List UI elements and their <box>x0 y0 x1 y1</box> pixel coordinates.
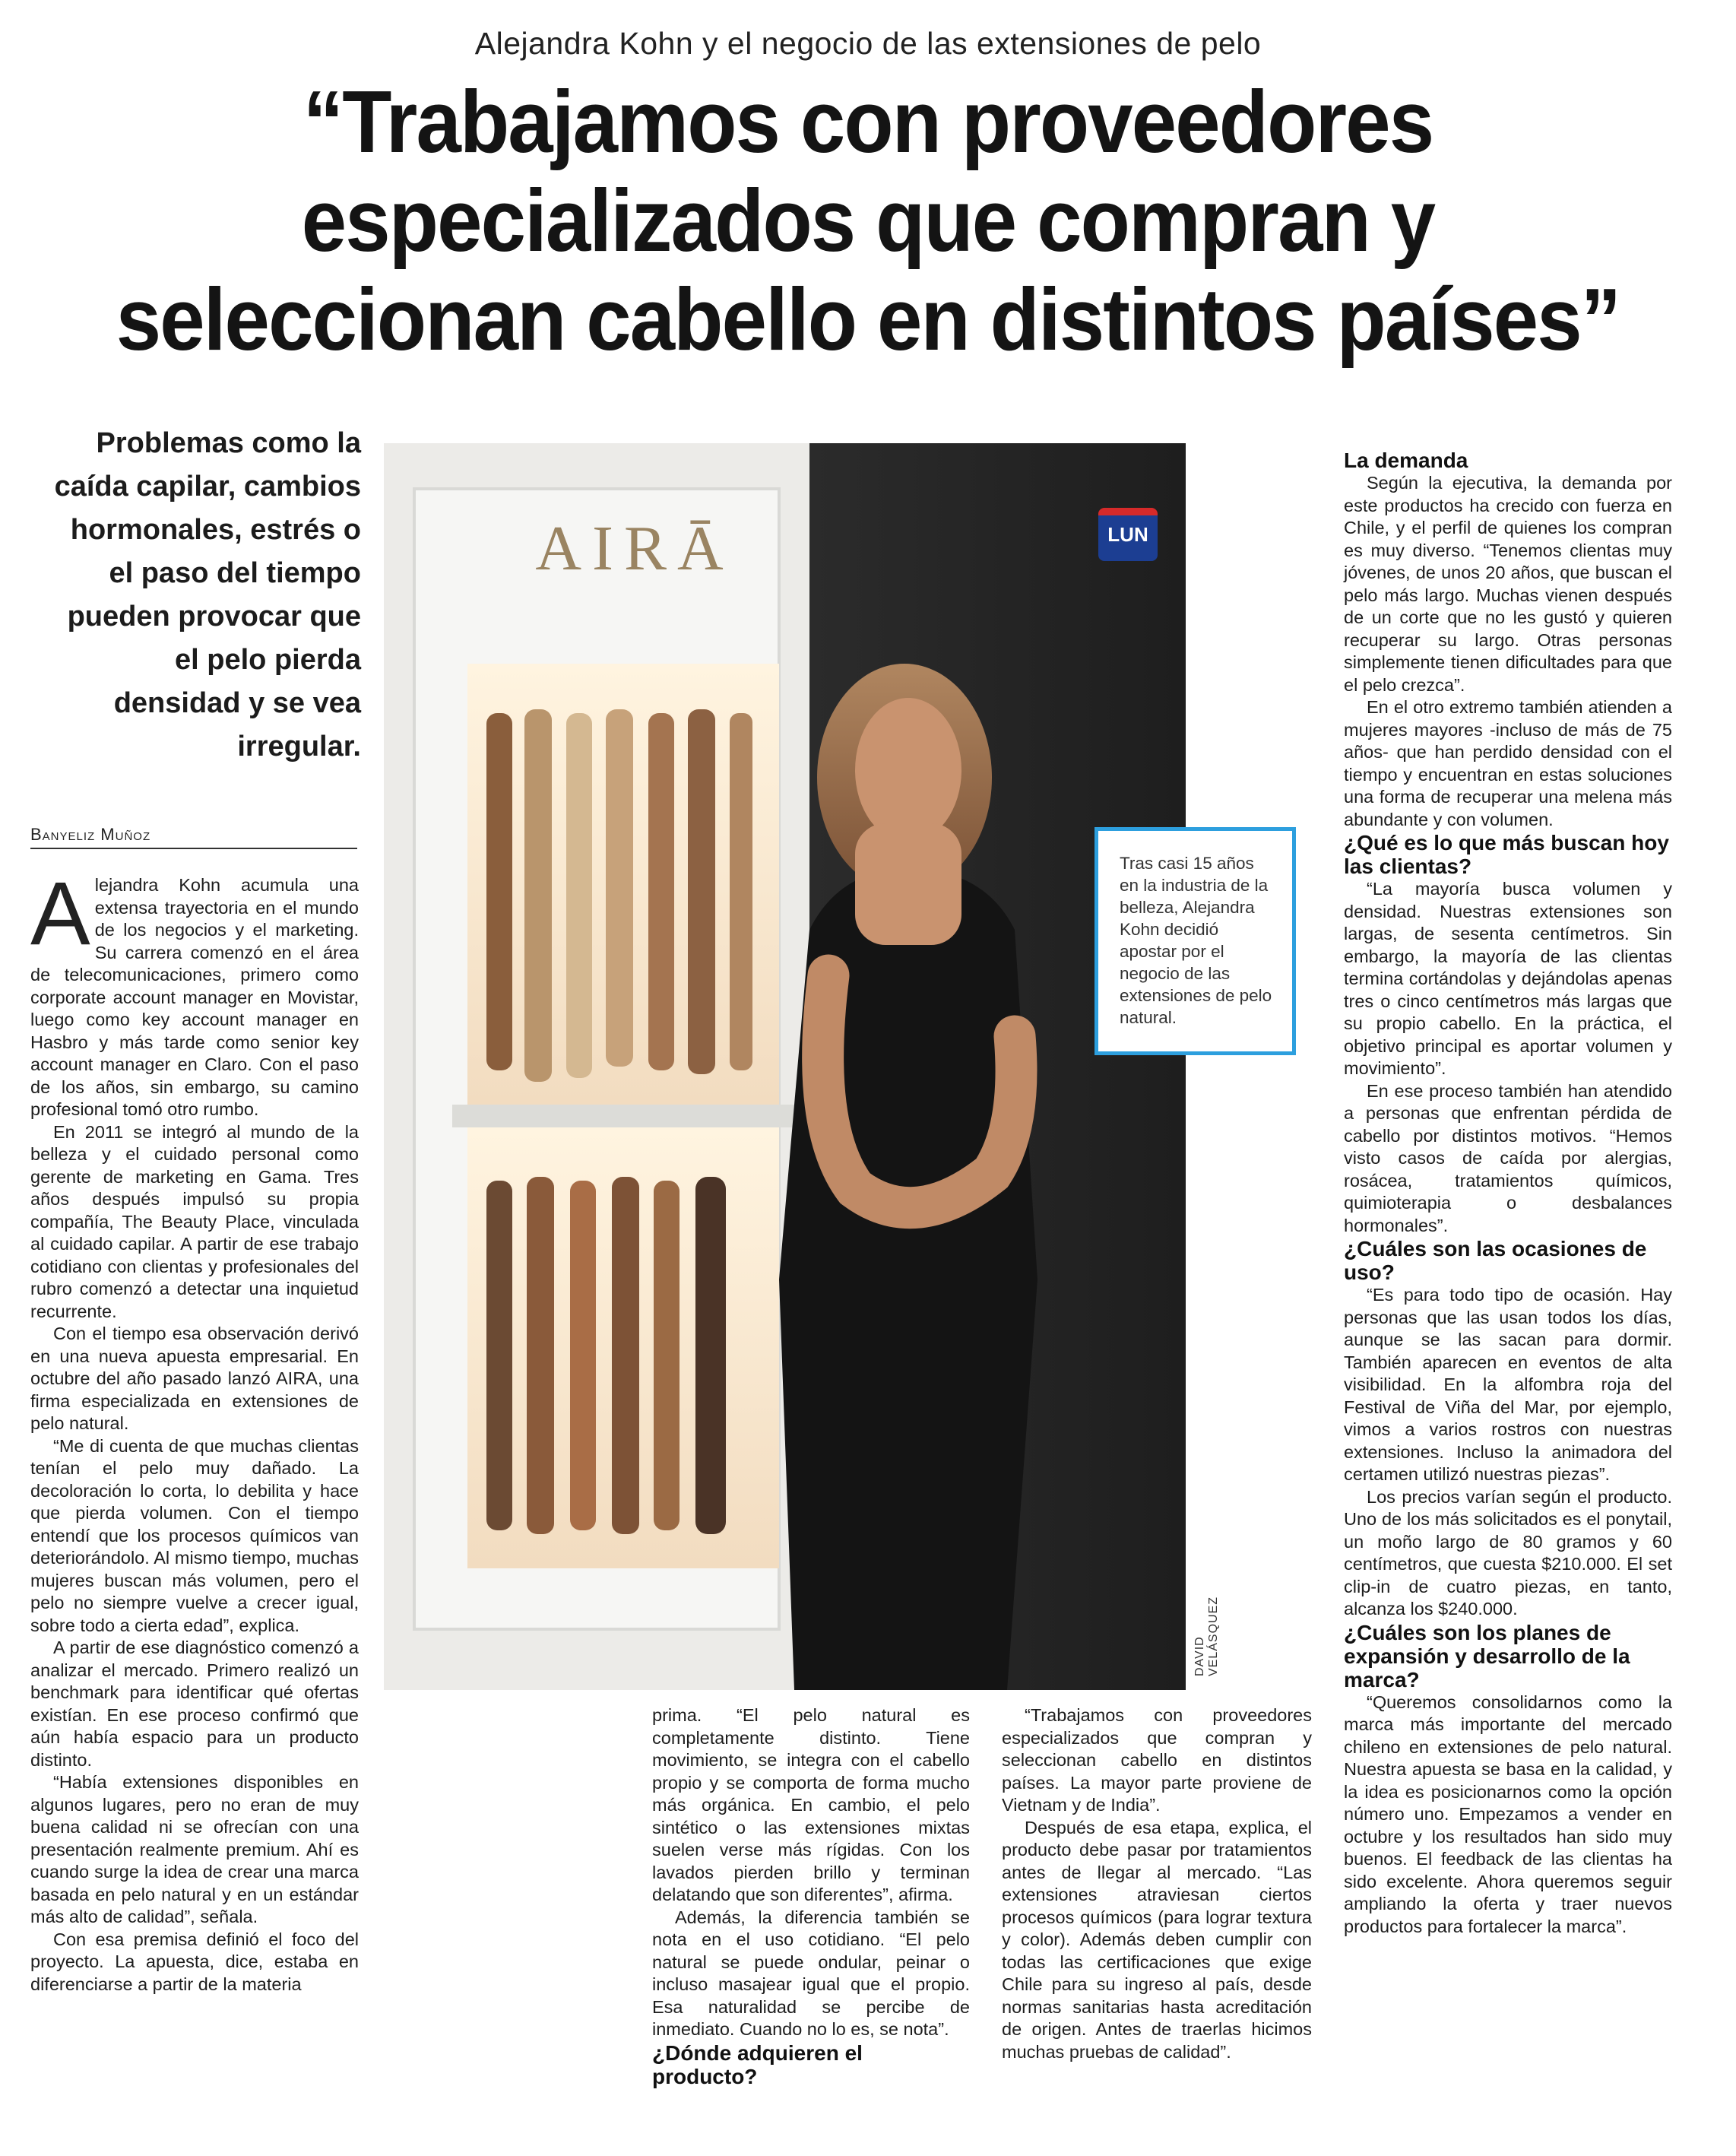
paragraph: “Había extensiones disponibles en algunos lugares, pero no eran de muy buena calidad ni se ofrecían con una presentación realmente premium. Ahí es cuando surge la idea de crear una marca basada en pelo natural y en un estándar más alto de calidad”, señala. <box>30 1772 359 1926</box>
paragraph: Con el tiempo esa observación derivó en una nueva apuesta empresarial. En octubre del año pasado lanzó AIRA, una firma especializada en extensiones de pelo natural. <box>30 1324 359 1433</box>
paragraph: prima. “El pelo natural es completamente distinto. Tiene movimiento, se integra con el cabello propio y se comporta de forma mucho más orgánica. En cambio, el pelo sintético o las extensiones mixtas suelen verse más rígidas. Con los lavados pierden brillo y terminan delatando que son diferentes”, afirma. <box>652 1705 970 1904</box>
brand-sign: AIRĀ <box>535 513 734 584</box>
paragraph: “Es para todo tipo de ocasión. Hay personas que las usan todos los días, aunque se las sacan para dormir. También aparecen en eventos de alta visibilidad. En la alfombra roja del Festival de Viña del Mar, por ejemplo, vimos a varios rostros con nuestras extensiones. Incluso la animadora del certamen utilizó nuestras piezas”. <box>1344 1285 1672 1484</box>
column-1 <box>30 864 359 1996</box>
paragraph: “Trabajamos con proveedores especializados que compran y seleccionan cabello en distintos países. La mayor parte proviene de Vietnam y de India”. <box>1002 1705 1312 1815</box>
section-heading: La demanda <box>1344 449 1468 472</box>
question-heading: ¿Cuáles son los planes de expansión y desarrollo de la marca? <box>1344 1620 1630 1692</box>
lun-logo: LUN <box>1098 508 1158 561</box>
headline-line-2: especializados que compran y <box>301 171 1435 270</box>
paragraph: En el otro extremo también atienden a mujeres mayores -incluso de más de 75 años- que han perdido densidad con el tiempo y encuentran en estas soluciones una forma de recuperar una melena más abundante y con volumen. <box>1344 697 1672 829</box>
question-heading: ¿Qué es lo que más buscan hoy las clientas? <box>1344 831 1669 878</box>
paragraph: Después de esa etapa, explica, el producto debe pasar por tratamientos antes de llegar al mercado. “Las extensiones atraviesan ciertos procesos químicos (para lograr textura y color). Además deben cumplir con todas las certificaciones que exige Chile para su ingreso al país, desde normas sanitarias hasta acreditación de origen. Antes de traerlas hicimos muchas pruebas de calidad”. <box>1002 1817 1312 2062</box>
photo-credit: DAVID VELÁSQUEZ <box>1193 1596 1220 1676</box>
question-heading: ¿Cuáles son las ocasiones de uso? <box>1344 1237 1647 1284</box>
photo-caption: Tras casi 15 años en la industria de la belleza, Alejandra Kohn decidió apostar por el negocio de las extensiones de pelo natural. <box>1095 827 1296 1055</box>
paragraph: Con esa premisa definió el foco del proyecto. La apuesta, dice, estaba en diferenciarse a partir de la materia <box>30 1929 359 1994</box>
headline <box>84 72 1652 369</box>
paragraph: Alejandra Kohn acumula una extensa trayectoria en el mundo de los negocios y el marketing. Su carrera comenzó en el área de telecomunicaciones, primero como corporate account manager en Movistar, luego como key account manager en Hasbro y más tarde como senior key account manager en Claro. Con el paso de los años, sin embargo, su camino profesional tomó otro rumbo. <box>30 864 359 1119</box>
main-photo <box>384 443 1186 1690</box>
paragraph: En 2011 se integró al mundo de la belleza y el cuidado personal como gerente de marketing en Gama. Tres años después impulsó su propia compañía, The Beauty Place, vinculada al cuidado capilar. A partir de ese trabajo cotidiano con clientas y profesionales del rubro comenzó a detectar una inquietud recurrente. <box>30 1121 359 1321</box>
question-heading: ¿Dónde adquieren el producto? <box>652 2040 863 2088</box>
column-4 <box>1344 449 1672 1938</box>
column-3 <box>1002 1704 1312 2063</box>
paragraph: Los precios varían según el producto. Uno de los más solicitados es el ponytail, un moño largo de 80 gramos y 60 centímetros, que cuesta $210.000. El set clip-in de cuatro piezas, en tanto, alcanza los $240.000. <box>1344 1486 1672 1619</box>
paragraph: Según la ejecutiva, la demanda por este productos ha crecido con fuerza en Chile, y el perfil de quienes los compran es muy diverso. “Tenemos clientas muy jóvenes, de unos 20 años, que buscan el pelo más largo. Muchas vienen después de un corte que no les gustó y quieren recuperar su largo. Otras personas simplemente tienen dificultades para que el pelo crezca”. <box>1344 473 1672 695</box>
paragraph: “La mayoría busca volumen y densidad. Nuestras extensiones son largas, de sesenta centímetros. Sin embargo, la mayoría de las clientas termina cortándolas y dejándolas apenas tres o cinco centímetros más largas que su propio cabello. En la práctica, el objetivo principal es aportar volumen y movimiento”. <box>1344 879 1672 1078</box>
paragraph: “Me di cuenta de que muchas clientas tenían el pelo muy dañado. La decoloración lo corta, lo debilita y hace que pierda volumen. Con el tiempo entendí que los procesos químicos van deteriorándolo. Al mismo tiempo, muchas mujeres buscan más volumen, pero el pelo no siempre vuelve a crecer igual, sobre todo a cierta edad”, explica. <box>30 1435 359 1635</box>
column-2 <box>652 1704 970 2088</box>
headline-line-1: “Trabajamos con proveedores <box>303 72 1433 171</box>
photo-illustration <box>384 443 1186 1690</box>
paragraph: En ese proceso también han atendido a personas que enfrentan pérdida de cabello por distintos motivos. “Hemos visto casos de caída por alergias, rosácea, tratamientos químicos, quimioterapia o desbalances hormonales”. <box>1344 1080 1672 1235</box>
paragraph: “Queremos consolidarnos como la marca más importante del mercado chileno en extensiones de pelo natural. Nuestra apuesta se basa en la calidad, y la idea es posicionarnos como la opción número uno. Empezamos a vender en octubre y los resultados han sido muy buenos. El feedback de las clientas ha sido excelente. Ahora queremos seguir ampliando la oferta y traer nuevos productos para fortalecer la marca”. <box>1344 1692 1672 1936</box>
kicker: Alejandra Kohn y el negocio de las extensiones de pelo <box>474 26 1262 61</box>
headline-line-3: seleccionan cabello en distintos países” <box>116 270 1620 369</box>
drop-cap: A <box>30 864 90 964</box>
deck: Problemas como la caída capilar, cambios hormonales, estrés o el paso del tiempo pueden provocar que el pelo pierda densidad y se vea irregular. <box>54 427 361 763</box>
paragraph: A partir de ese diagnóstico comenzó a analizar el mercado. Primero realizó un benchmark para identificar qué ofertas existían. En ese proceso confirmó que aún había espacio para un producto distinto. <box>30 1638 359 1770</box>
paragraph: Además, la diferencia también se nota en el uso cotidiano. “El pelo natural se puede ondular, peinar o incluso masajear igual que el propio. Esa naturalidad se percibe de inmediato. Cuando no lo es, se nota”. <box>652 1907 970 2039</box>
byline: Banyeliz Muñoz <box>30 825 357 849</box>
